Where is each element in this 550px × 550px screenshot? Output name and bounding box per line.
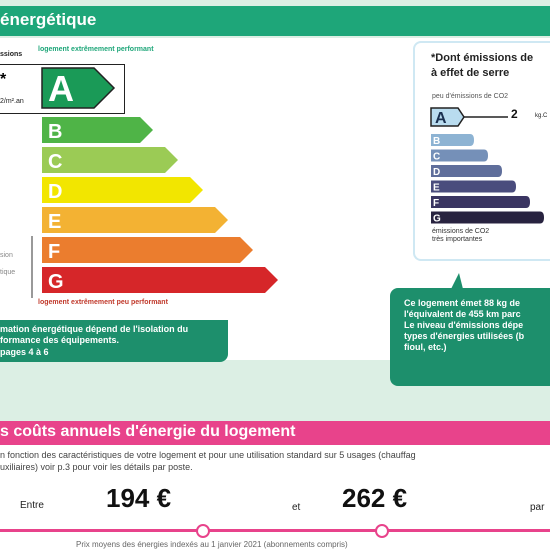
consumption-label: ssions bbox=[0, 51, 23, 58]
ghg-subtitle-top: peu d'émissions de CO2 bbox=[432, 93, 509, 100]
ghg-subtitle-bottom-1: émissions de CO2 bbox=[432, 228, 490, 235]
ghg-note-line5: fioul, etc.) bbox=[404, 342, 447, 352]
side-text-2: tique bbox=[0, 269, 16, 276]
energy-note-line3: pages 4 à 6 bbox=[0, 347, 49, 357]
min-cost: 194 € bbox=[106, 483, 172, 513]
ghg-class-letter-g: G bbox=[433, 213, 441, 225]
energy-class-bar-f bbox=[42, 237, 253, 263]
et-label: et bbox=[292, 502, 301, 513]
ghg-class-bar-d bbox=[431, 165, 502, 177]
cost-range-line bbox=[0, 529, 550, 532]
costs-description-1: n fonction des caractéristiques de votre logement et pour une utilisation standard sur 5 usages (chauffag bbox=[0, 450, 416, 460]
energy-note-line2: formance des équipements. bbox=[0, 335, 120, 345]
ghg-class-letter-c: C bbox=[433, 151, 441, 163]
ghg-title-1: *Dont émissions de bbox=[431, 52, 534, 64]
cost-footnote: Prix moyens des énergies indexés au 1 janvier 2021 (abonnements compris) bbox=[76, 540, 348, 549]
costs-section-title: s coûts annuels d'énergie du logement bbox=[0, 423, 296, 440]
par-label: par bbox=[530, 502, 545, 513]
entre-label: Entre bbox=[20, 500, 44, 511]
ghg-value: 2 bbox=[511, 107, 518, 121]
consumption-unit: 2/m².an bbox=[0, 98, 24, 105]
ghg-class-bar-g bbox=[431, 212, 544, 224]
top-caption: logement extrêmement performant bbox=[38, 46, 154, 53]
ghg-scale bbox=[430, 103, 550, 227]
energy-class-letter-e: E bbox=[48, 211, 62, 233]
energy-class-letter-a: A bbox=[48, 68, 74, 109]
energy-note-line1: mation énergétique dépend de l'isolation du bbox=[0, 324, 189, 334]
side-text-1: sion bbox=[0, 252, 13, 259]
energy-class-letter-g: G bbox=[48, 271, 64, 293]
max-cost-marker bbox=[375, 524, 389, 538]
energy-class-bar-g bbox=[42, 267, 278, 293]
ghg-class-bar-f bbox=[431, 196, 530, 208]
ghg-class-bar-e bbox=[431, 181, 516, 193]
ghg-class-letter-e: E bbox=[433, 182, 440, 194]
energy-class-bar-d bbox=[42, 177, 203, 203]
ghg-class-letter-b: B bbox=[433, 136, 441, 147]
ghg-note-line3: Le niveau d'émissions dépe bbox=[404, 320, 524, 330]
energy-class-letter-b: B bbox=[48, 121, 63, 143]
ghg-class-letter-a: A bbox=[435, 110, 447, 127]
energy-class-letter-f: F bbox=[48, 241, 61, 263]
callout-pointer bbox=[445, 273, 465, 289]
ghg-unit: kg.C bbox=[535, 113, 548, 119]
costs-panel bbox=[0, 445, 550, 550]
ghg-panel bbox=[413, 41, 550, 261]
consumption-star: * bbox=[0, 71, 7, 88]
costs-description-2: uxiliaires) voir p.3 pour voir les détails par poste. bbox=[0, 462, 193, 472]
ghg-title-2: à effet de serre bbox=[431, 67, 510, 79]
ghg-note bbox=[390, 288, 550, 386]
ghg-class-letter-f: F bbox=[433, 198, 440, 209]
energy-class-letter-c: C bbox=[48, 151, 63, 173]
costs-section-header bbox=[0, 421, 550, 445]
ghg-note-line1: Ce logement émet 88 kg de bbox=[404, 298, 521, 308]
energy-class-letter-d: D bbox=[48, 181, 63, 203]
bottom-caption: logement extrêmement peu performant bbox=[38, 299, 168, 306]
energy-note bbox=[0, 320, 228, 362]
ghg-class-letter-d: D bbox=[433, 167, 441, 178]
min-cost-marker bbox=[196, 524, 210, 538]
energy-class-bar-e bbox=[42, 207, 228, 233]
ghg-note-line2: l'équivalent de 455 km parc bbox=[404, 309, 521, 319]
energy-section-title: énergétique bbox=[0, 10, 97, 29]
max-cost: 262 € bbox=[342, 483, 408, 513]
ghg-note-line4: types d'énergies utilisées (b bbox=[404, 331, 525, 341]
ghg-subtitle-bottom-2: très importantes bbox=[432, 236, 483, 243]
